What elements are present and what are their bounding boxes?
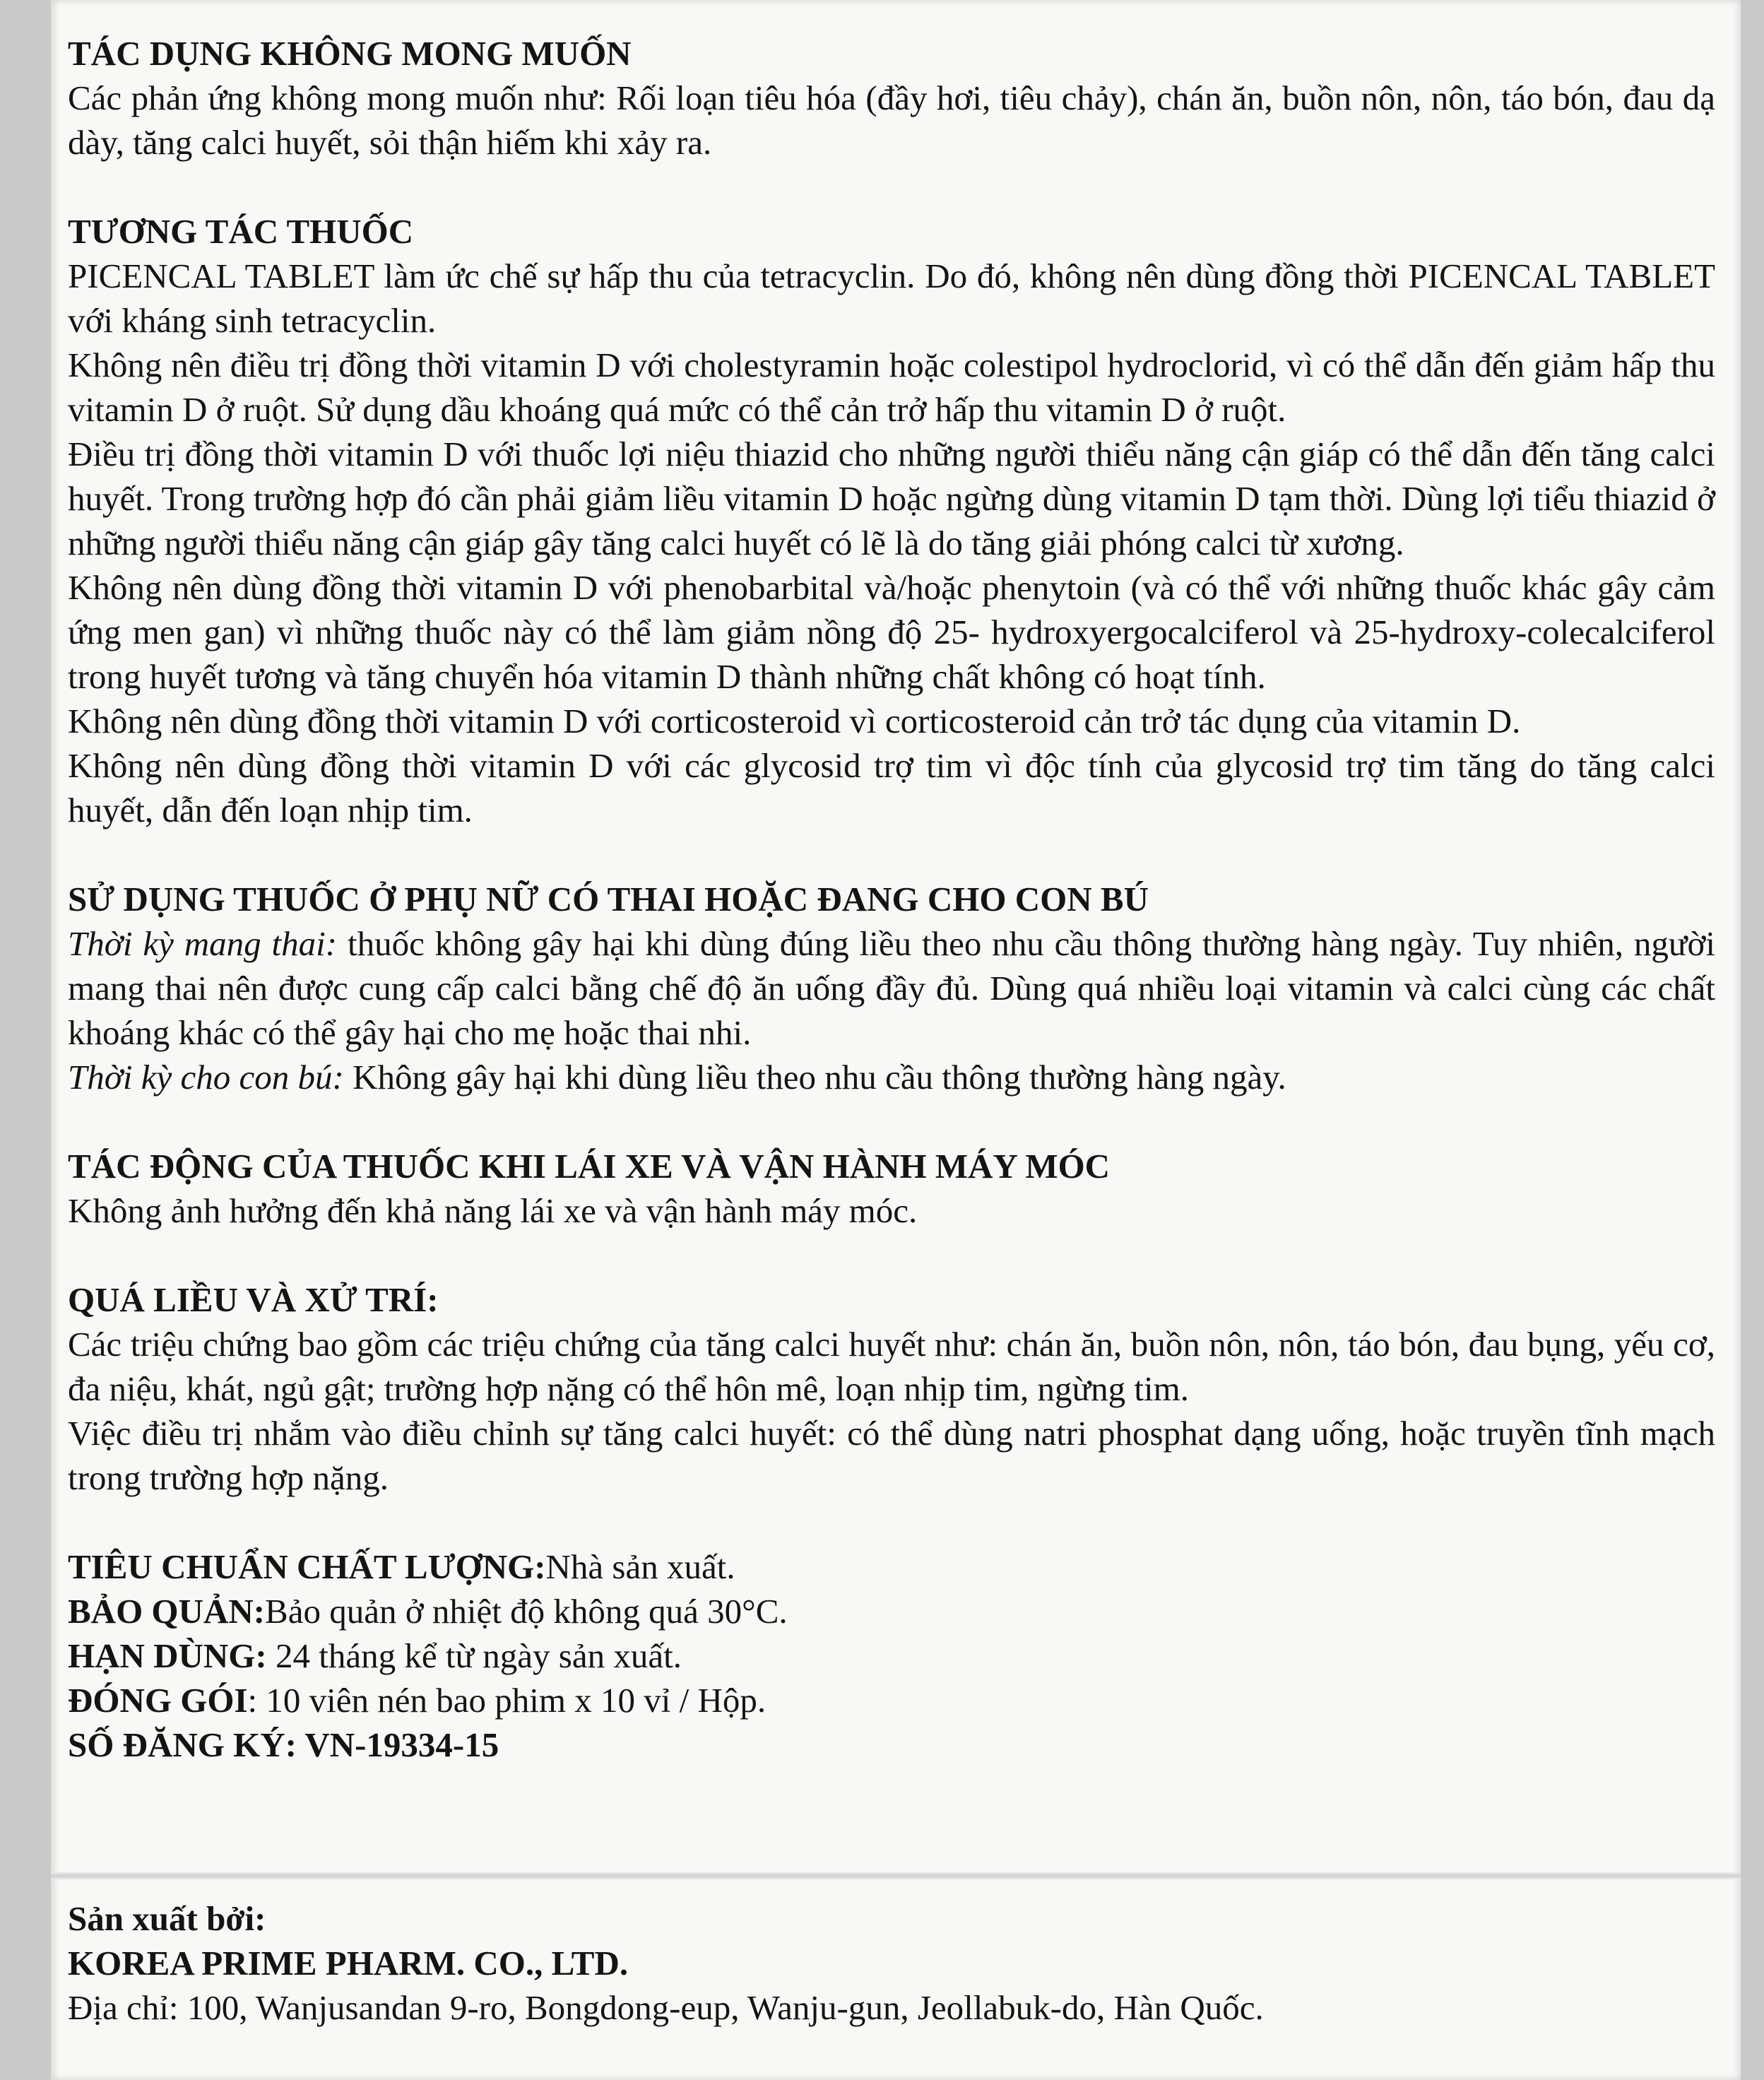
storage-label: BẢO QUẢN: [68,1592,266,1631]
packing-row [68,1678,1715,1722]
section-pregnancy [68,877,1715,1099]
manufacturer-address: Địa chỉ: 100, Wanjusandan 9-ro, Bongdong-eup, Wanju-gun, Jeollabuk-do, Hàn Quốc. [68,1988,1264,2027]
quality-label: TIÊU CHUẨN CHẤT LƯỢNG: [68,1547,546,1586]
manufacturer-name: KOREA PRIME PHARM. CO., LTD. [68,1944,629,1982]
storage-value: Bảo quản ở nhiệt độ không quá 30°C. [265,1592,788,1631]
paper-fold-divider [51,1872,1741,1879]
quality-value: Nhà sản xuất. [545,1547,735,1586]
packing-value: : 10 viên nén bao phim x 10 vỉ / Hộp. [247,1681,766,1720]
expiry-label: HẠN DÙNG: [68,1636,267,1675]
interactions-paragraph: Không nên dùng đồng thời vitamin D với phenobarbital và/hoặc phenytoin (và có thể với những thuốc khác gây cảm ứng men gan) vì những thuốc này có thể làm giảm nồng độ 25- hydroxyergocalciferol và 25-hydroxy-colecalciferol trong huyết tương và tăng chuyển hóa vitamin D thành những chất không có hoạt tính. [68,568,1715,696]
interactions-paragraph: PICENCAL TABLET làm ức chế sự hấp thu của tetracyclin. Do đó, không nên dùng đồng thời PICENCAL TABLET với kháng sinh tetracyclin. [68,256,1715,340]
expiry-value: 24 tháng kể từ ngày sản xuất. [266,1636,682,1675]
section-specs [68,1544,1715,1767]
overdose-paragraph: Việc điều trị nhắm vào điều chỉnh sự tăng calci huyết: có thể dùng natri phosphat dạng uống, hoặc truyền tĩnh mạch trong trường hợp nặng. [68,1414,1715,1497]
section-overdose [68,1277,1715,1500]
driving-text: Không ảnh hưởng đến khả năng lái xe và vận hành máy móc. [68,1191,918,1230]
manufacturer-label: Sản xuất bởi: [68,1899,266,1938]
lactation-paragraph [68,1055,1715,1099]
overdose-heading: QUÁ LIỀU VÀ XỬ TRÍ: [68,1280,439,1319]
lactation-text: Không gây hại khi dùng liều theo nhu cầu thông thường hàng ngày. [343,1058,1286,1097]
pregnancy-text: thuốc không gây hại khi dùng đúng liều theo nhu cầu thông thường hàng ngày. Tuy nhiên, người mang thai nên được cung cấp calci bằng chế độ ăn uống đầy đủ. Dùng quá nhiều loại vitamin và calci cùng các chất khoáng khác có thể gây hại cho mẹ hoặc thai nhi. [68,924,1716,1052]
pregnancy-label: Thời kỳ mang thai: [68,924,338,963]
interactions-paragraph: Không nên điều trị đồng thời vitamin D với cholestyramin hoặc colestipol hydroclorid, vì có thể dẫn đến giảm hấp thu vitamin D ở ruột. Sử dụng dầu khoáng quá mức có thể cản trở hấp thu vitamin D ở ruột. [68,345,1715,429]
leaflet-page [51,0,1741,2080]
storage-row [68,1589,1715,1633]
registration-number: SỐ ĐĂNG KÝ: VN-19334-15 [68,1725,499,1764]
pregnancy-heading: SỬ DỤNG THUỐC Ở PHỤ NỮ CÓ THAI HOẶC ĐANG CHO CON BÚ [68,880,1149,918]
lactation-label: Thời kỳ cho con bú: [68,1058,344,1097]
side-effects-text: Các phản ứng không mong muốn như: Rối loạn tiêu hóa (đầy hơi, tiêu chảy), chán ăn, buồn nôn, nôn, táo bón, đau dạ dày, tăng calci huyết, sỏi thận hiếm khi xảy ra. [68,78,1715,162]
interactions-paragraph: Không nên dùng đồng thời vitamin D với corticosteroid vì corticosteroid cản trở tác dụng của vitamin D. [68,702,1521,740]
pregnancy-paragraph [68,921,1715,1055]
section-interactions [68,209,1715,832]
section-driving [68,1144,1715,1233]
manufacturer-block [68,1896,1715,2030]
leaflet-content [68,31,1715,1812]
quality-standard-row [68,1544,1715,1589]
interactions-heading: TƯƠNG TÁC THUỐC [68,212,414,251]
driving-heading: TÁC ĐỘNG CỦA THUỐC KHI LÁI XE VÀ VẬN HÀNH MÁY MÓC [68,1147,1111,1186]
side-effects-heading: TÁC DỤNG KHÔNG MONG MUỐN [68,34,632,73]
interactions-paragraph: Điều trị đồng thời vitamin D với thuốc lợi niệu thiazid cho những người thiểu năng cận giáp có thể dẫn đến tăng calci huyết. Trong trường hợp đó cần phải giảm liều vitamin D hoặc ngừng dùng vitamin D tạm thời. Dùng lợi tiểu thiazid ở những người thiểu năng cận giáp gây tăng calci huyết có lẽ là do tăng giải phóng calci từ xương. [68,435,1715,562]
interactions-paragraph: Không nên dùng đồng thời vitamin D với các glycosid trợ tim vì độc tính của glycosid trợ tim tăng do tăng calci huyết, dẫn đến loạn nhịp tim. [68,746,1715,829]
expiry-row [68,1633,1715,1678]
overdose-paragraph: Các triệu chứng bao gồm các triệu chứng của tăng calci huyết như: chán ăn, buồn nôn, nôn, táo bón, đau bụng, yếu cơ, đa niệu, khát, ngủ gật; trường hợp nặng có thể hôn mê, loạn nhịp tim, ngừng tim. [68,1325,1715,1408]
section-side-effects [68,31,1715,165]
packing-label: ĐÓNG GÓI [68,1681,248,1720]
